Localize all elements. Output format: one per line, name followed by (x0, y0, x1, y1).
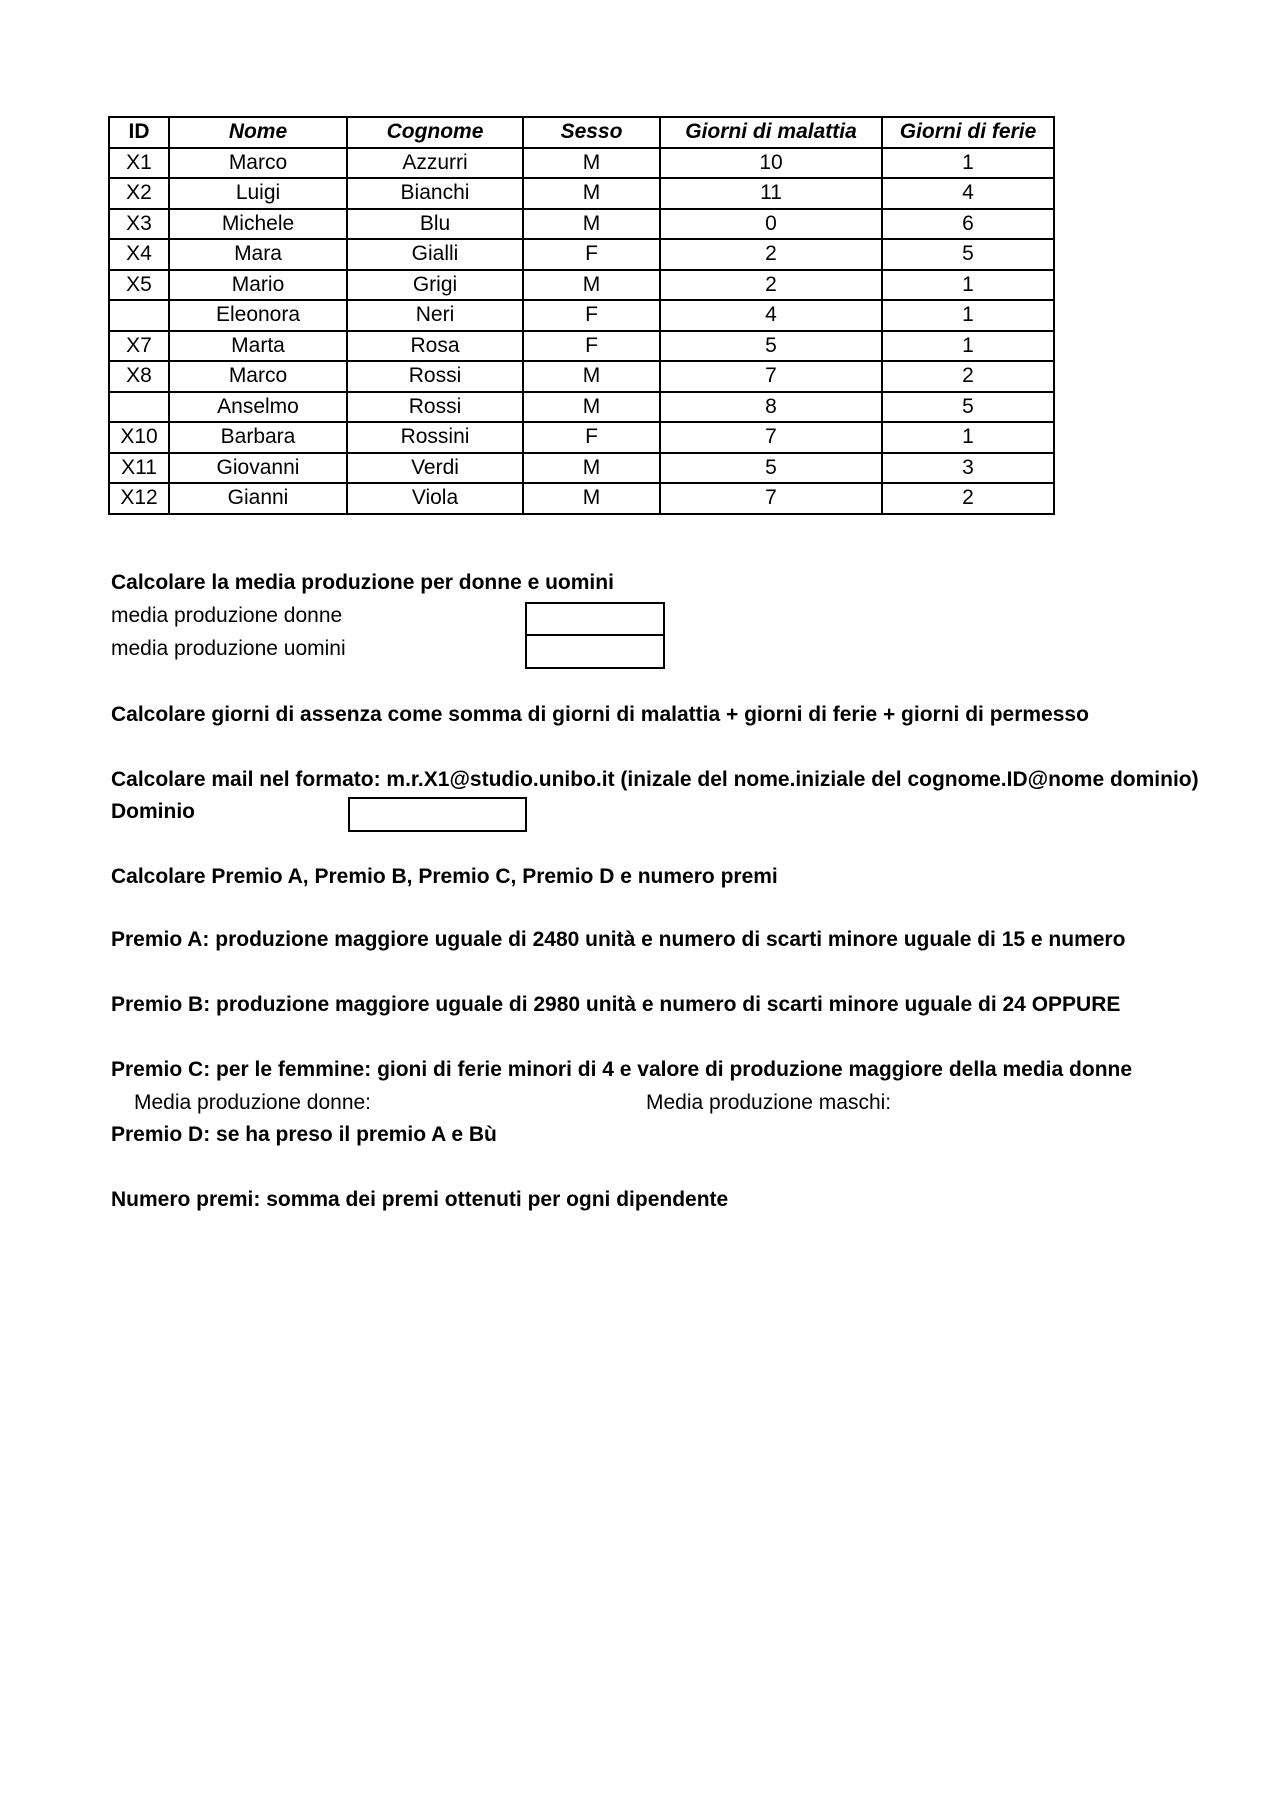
table-row (109, 483, 1054, 514)
table-row (109, 178, 1054, 209)
table-cell[interactable] (109, 392, 169, 423)
table-cell[interactable]: M (523, 392, 660, 423)
table-row (109, 422, 1054, 453)
table-cell[interactable]: X4 (109, 239, 169, 270)
table-cell[interactable]: X5 (109, 270, 169, 301)
table-row (109, 453, 1054, 484)
table-cell[interactable]: F (523, 331, 660, 362)
table-cell[interactable]: 1 (882, 331, 1054, 362)
table-cell[interactable]: X12 (109, 483, 169, 514)
table-cell[interactable]: Verdi (347, 453, 523, 484)
table-cell[interactable]: F (523, 422, 660, 453)
table-cell[interactable]: M (523, 148, 660, 179)
table-cell[interactable]: 2 (660, 239, 882, 270)
media-donne-label: media produzione donne (111, 604, 343, 627)
table-row (109, 361, 1054, 392)
table-cell[interactable]: Azzurri (347, 148, 523, 179)
table-cell[interactable]: Gianni (169, 483, 347, 514)
table-cell[interactable]: X2 (109, 178, 169, 209)
column-header[interactable]: Nome (169, 117, 347, 148)
dominio-label: Dominio (111, 800, 195, 823)
table-cell[interactable]: 7 (660, 422, 882, 453)
table-cell[interactable]: M (523, 270, 660, 301)
table-cell[interactable]: Marta (169, 331, 347, 362)
table-row (109, 209, 1054, 240)
table-cell[interactable]: Michele (169, 209, 347, 240)
table-cell[interactable]: 2 (882, 483, 1054, 514)
table-cell[interactable]: Eleonora (169, 300, 347, 331)
table-cell[interactable]: Giovanni (169, 453, 347, 484)
column-header[interactable]: Cognome (347, 117, 523, 148)
table-cell[interactable]: X10 (109, 422, 169, 453)
table-cell[interactable]: 4 (660, 300, 882, 331)
table-cell[interactable]: Marco (169, 361, 347, 392)
table-cell[interactable]: Viola (347, 483, 523, 514)
table-cell[interactable]: F (523, 300, 660, 331)
numero-premi-text: Numero premi: somma dei premi ottenuti per ogni dipendente (111, 1188, 729, 1211)
table-cell[interactable]: 10 (660, 148, 882, 179)
premio-d-text: Premio D: se ha preso il premio A e Bù (111, 1123, 497, 1146)
table-cell[interactable]: F (523, 239, 660, 270)
premio-c-text: Premio C: per le femmine: gioni di ferie minori di 4 e valore di produzione maggiore della media donne (111, 1058, 1133, 1081)
media-maschi-premio-label: Media produzione maschi: (646, 1091, 892, 1114)
dominio-cell[interactable] (348, 797, 527, 832)
table-cell[interactable]: Bianchi (347, 178, 523, 209)
table-row (109, 392, 1054, 423)
premio-b-text: Premio B: produzione maggiore uguale di 2980 unità e numero di scarti minore uguale di 24 OPPURE (111, 993, 1121, 1016)
table-cell[interactable]: 1 (882, 270, 1054, 301)
employee-table (108, 116, 1055, 515)
table-cell[interactable]: Mara (169, 239, 347, 270)
table-cell[interactable]: 6 (882, 209, 1054, 240)
table-cell[interactable]: Mario (169, 270, 347, 301)
table-cell[interactable]: Neri (347, 300, 523, 331)
table-row (109, 239, 1054, 270)
table-row (109, 331, 1054, 362)
table-row (109, 270, 1054, 301)
column-header[interactable]: ID (109, 117, 169, 148)
table-cell[interactable]: Luigi (169, 178, 347, 209)
premio-a-text: Premio A: produzione maggiore uguale di 2480 unità e numero di scarti minore uguale di 15 e numero (111, 928, 1126, 951)
table-cell[interactable]: Rosa (347, 331, 523, 362)
table-cell[interactable]: Gialli (347, 239, 523, 270)
table-cell[interactable]: M (523, 178, 660, 209)
table-cell[interactable]: 1 (882, 148, 1054, 179)
table-cell[interactable]: 5 (660, 453, 882, 484)
table-cell[interactable]: 11 (660, 178, 882, 209)
table-header-row (109, 117, 1054, 148)
table-cell[interactable]: Rossi (347, 361, 523, 392)
table-cell[interactable]: 2 (882, 361, 1054, 392)
table-body (109, 148, 1054, 514)
media-donne-premio-label: Media produzione donne: (134, 1091, 372, 1114)
table-cell[interactable] (109, 300, 169, 331)
table-cell[interactable]: M (523, 361, 660, 392)
table-cell[interactable]: Anselmo (169, 392, 347, 423)
table-cell[interactable]: 4 (882, 178, 1054, 209)
table-cell[interactable]: 1 (882, 300, 1054, 331)
column-header[interactable]: Sesso (523, 117, 660, 148)
column-header[interactable]: Giorni di malattia (660, 117, 882, 148)
table-cell[interactable]: Grigi (347, 270, 523, 301)
table-cell[interactable]: X11 (109, 453, 169, 484)
table-cell[interactable]: 1 (882, 422, 1054, 453)
table-cell[interactable]: 2 (660, 270, 882, 301)
table-cell[interactable]: Blu (347, 209, 523, 240)
table-cell[interactable]: 0 (660, 209, 882, 240)
table-row (109, 300, 1054, 331)
table-cell[interactable]: Rossini (347, 422, 523, 453)
table-row (109, 148, 1054, 179)
table-cell[interactable]: 7 (660, 483, 882, 514)
table-cell[interactable]: 3 (882, 453, 1054, 484)
assenza-section-title: Calcolare giorni di assenza come somma di giorni di malattia + giorni di ferie + giorni di permesso (111, 703, 1089, 726)
table-cell[interactable]: Marco (169, 148, 347, 179)
media-donne-cell[interactable] (525, 602, 665, 636)
table-cell[interactable]: X7 (109, 331, 169, 362)
mail-section-title: Calcolare mail nel formato: m.r.X1@studio.unibo.it (inizale del nome.iniziale del cognome.ID@nome dominio) (111, 768, 1199, 791)
table-cell[interactable]: M (523, 483, 660, 514)
table-cell[interactable]: X1 (109, 148, 169, 179)
table-cell[interactable]: 8 (660, 392, 882, 423)
table-cell[interactable]: Rossi (347, 392, 523, 423)
table-cell[interactable]: 7 (660, 361, 882, 392)
table-cell[interactable]: X8 (109, 361, 169, 392)
media-section-title: Calcolare la media produzione per donne e uomini (111, 571, 614, 594)
table-cell[interactable]: X3 (109, 209, 169, 240)
table-cell[interactable]: M (523, 453, 660, 484)
table-cell[interactable]: 5 (882, 392, 1054, 423)
table-cell[interactable]: Barbara (169, 422, 347, 453)
column-header[interactable]: Giorni di ferie (882, 117, 1054, 148)
table-cell[interactable]: M (523, 209, 660, 240)
media-uomini-label: media produzione uomini (111, 637, 346, 660)
table-cell[interactable]: 5 (660, 331, 882, 362)
table-cell[interactable]: 5 (882, 239, 1054, 270)
premi-section-title: Calcolare Premio A, Premio B, Premio C, Premio D e numero premi (111, 865, 778, 888)
media-uomini-cell[interactable] (525, 634, 665, 669)
